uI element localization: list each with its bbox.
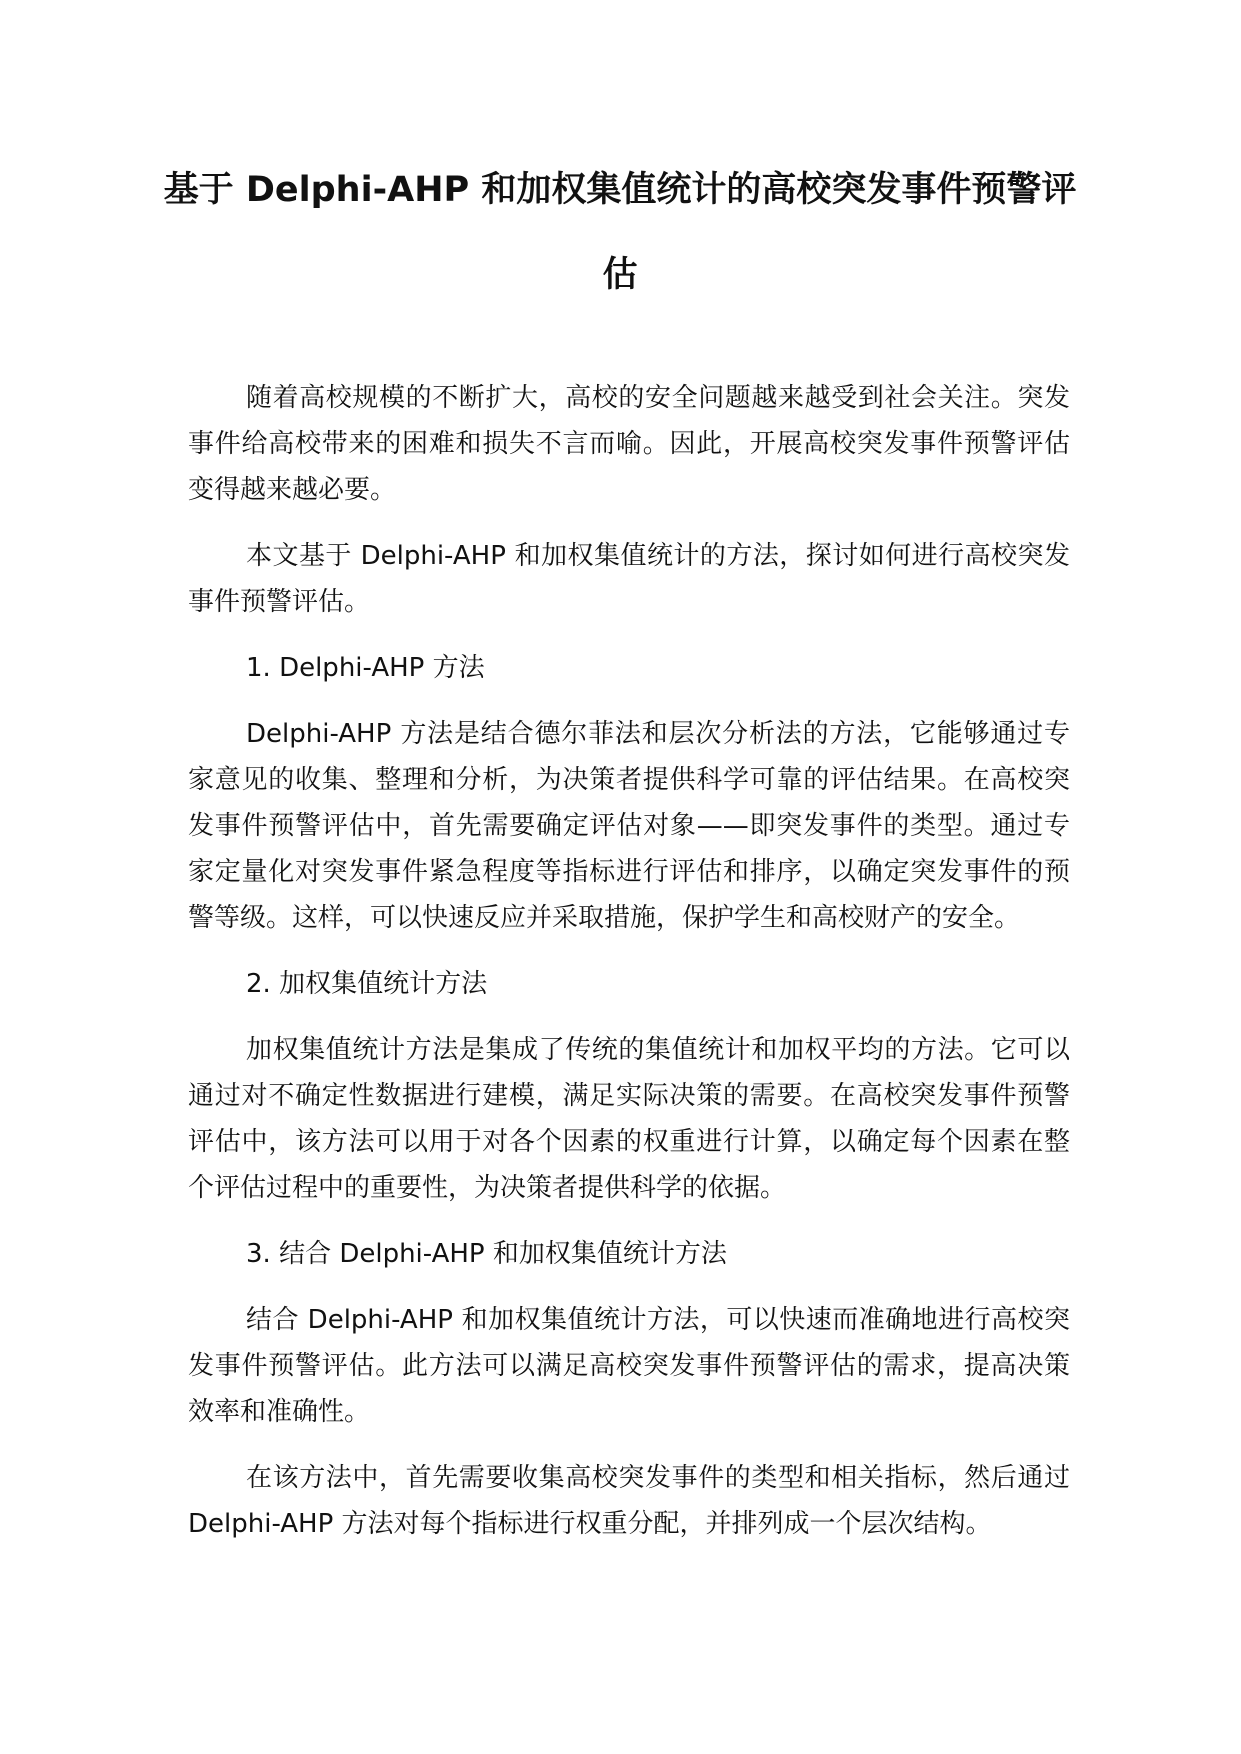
paragraph-delphi-ahp: Delphi-AHP 方法是结合德尔菲法和层次分析法的方法，它能够通过专家意见的收集、整理和分析，为决策者提供科学可靠的评估结果。在高校突发事件预警评估中，首先需要确定评估对象——即突发事件的类型。通过专家定量化对突发事件紧急程度等指标进行评估和排序，以确定突发事件的预警等级。这样，可以快速反应并采取措施，保护学生和高校财产的安全。 (188, 719, 1070, 933)
paragraph-purpose: 本文基于 Delphi-AHP 和加权集值统计的方法，探讨如何进行高校突发事件预警评估。 (188, 541, 1070, 617)
section-heading-combined-method: 3. 结合 Delphi-AHP 和加权集值统计方法 (246, 1239, 727, 1269)
paragraph-method-steps: 在该方法中，首先需要收集高校突发事件的类型和相关指标，然后通过 Delphi-AHP 方法对每个指标进行权重分配，并排列成一个层次结构。 (188, 1463, 1070, 1539)
section-heading-delphi-ahp: 1. Delphi-AHP 方法 (246, 653, 485, 683)
document-title: 基于 Delphi-AHP 和加权集值统计的高校突发事件预警评估 (163, 170, 1077, 295)
paragraph-intro: 随着高校规模的不断扩大，高校的安全问题越来越受到社会关注。突发事件给高校带来的困难和损失不言而喻。因此，开展高校突发事件预警评估变得越来越必要。 (188, 383, 1070, 505)
document-body (188, 375, 1070, 1567)
paragraph-combined-method: 结合 Delphi-AHP 和加权集值统计方法，可以快速而准确地进行高校突发事件预警评估。此方法可以满足高校突发事件预警评估的需求，提高决策效率和准确性。 (188, 1305, 1070, 1427)
section-heading-weighted-set-value: 2. 加权集值统计方法 (246, 969, 488, 999)
paragraph-weighted-set-value: 加权集值统计方法是集成了传统的集值统计和加权平均的方法。它可以通过对不确定性数据进行建模，满足实际决策的需要。在高校突发事件预警评估中，该方法可以用于对各个因素的权重进行计算，以确定每个因素在整个评估过程中的重要性，为决策者提供科学的依据。 (188, 1035, 1070, 1203)
